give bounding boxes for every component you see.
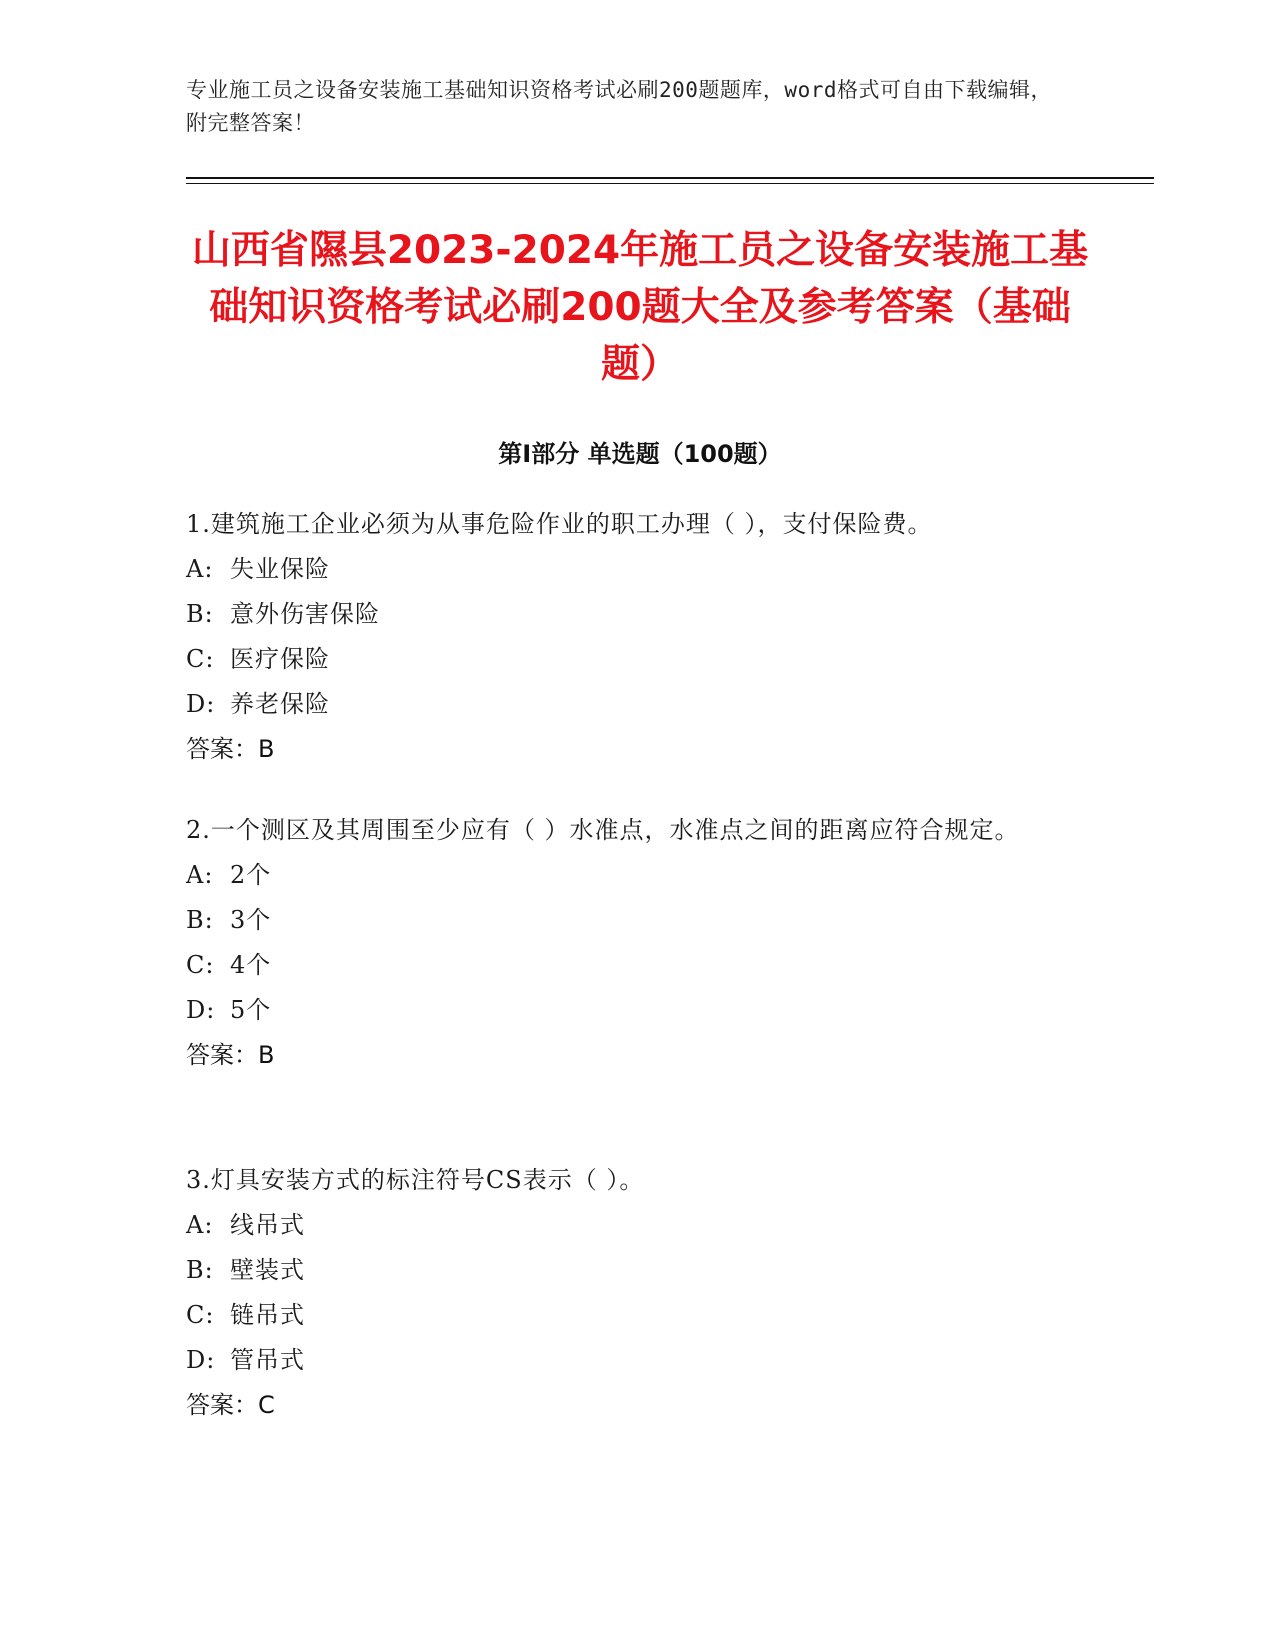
question-1 (186, 502, 1086, 772)
document-title: 山西省隰县2023-2024年施工员之设备安装施工基础知识资格考试必刷200题大全及参考答案（基础题） (191, 228, 1089, 387)
option-text: 失业保险 (230, 555, 330, 583)
option-text: 线吊式 (230, 1211, 305, 1239)
option-c (186, 943, 1086, 988)
option-a (186, 1203, 1086, 1248)
option-text: 4个 (230, 951, 272, 979)
option-letter: D: (186, 690, 216, 718)
option-text: 2个 (230, 861, 272, 889)
header-note: 专业施工员之设备安装施工基础知识资格考试必刷200题题库，word格式可自由下载编辑，附完整答案！ (186, 78, 1052, 135)
option-b (186, 592, 1086, 637)
option-b (186, 898, 1086, 943)
option-d (186, 682, 1086, 727)
option-letter: C: (186, 1301, 215, 1329)
option-letter: D: (186, 996, 216, 1024)
option-letter: B: (186, 906, 214, 934)
answer-line: 答案：B (186, 1041, 275, 1069)
option-d (186, 1338, 1086, 1383)
option-letter: A: (186, 555, 214, 583)
answer-line: 答案：C (186, 1391, 275, 1419)
option-letter: A: (186, 1211, 214, 1239)
option-letter: D: (186, 1346, 216, 1374)
option-letter: B: (186, 600, 214, 628)
option-text: 医疗保险 (230, 645, 330, 673)
question-stem: 3.灯具安装方式的标注符号CS表示（ ）。 (186, 1166, 645, 1194)
option-text: 意外伤害保险 (230, 600, 380, 628)
option-letter: C: (186, 951, 215, 979)
option-text: 养老保险 (230, 690, 330, 718)
option-text: 管吊式 (230, 1346, 305, 1374)
option-letter: B: (186, 1256, 214, 1284)
option-c (186, 1293, 1086, 1338)
option-letter: C: (186, 645, 215, 673)
option-text: 链吊式 (230, 1301, 305, 1329)
question-stem: 1.建筑施工企业必须为从事危险作业的职工办理（ ），支付保险费。 (186, 510, 933, 538)
option-text: 壁装式 (230, 1256, 305, 1284)
option-a (186, 853, 1086, 898)
header-rule-thin (186, 183, 1154, 184)
answer-line: 答案：B (186, 735, 275, 763)
section-heading: 第Ⅰ部分 单选题（100题） (498, 440, 782, 468)
option-letter: A: (186, 861, 214, 889)
option-text: 5个 (230, 996, 272, 1024)
option-c (186, 637, 1086, 682)
question-2 (186, 808, 1086, 1078)
option-d (186, 988, 1086, 1033)
header-rule-thick (186, 177, 1154, 179)
option-text: 3个 (230, 906, 272, 934)
option-a (186, 547, 1086, 592)
option-b (186, 1248, 1086, 1293)
question-3 (186, 1158, 1086, 1428)
question-stem: 2.一个测区及其周围至少应有（ ）水准点，水准点之间的距离应符合规定。 (186, 816, 1020, 844)
